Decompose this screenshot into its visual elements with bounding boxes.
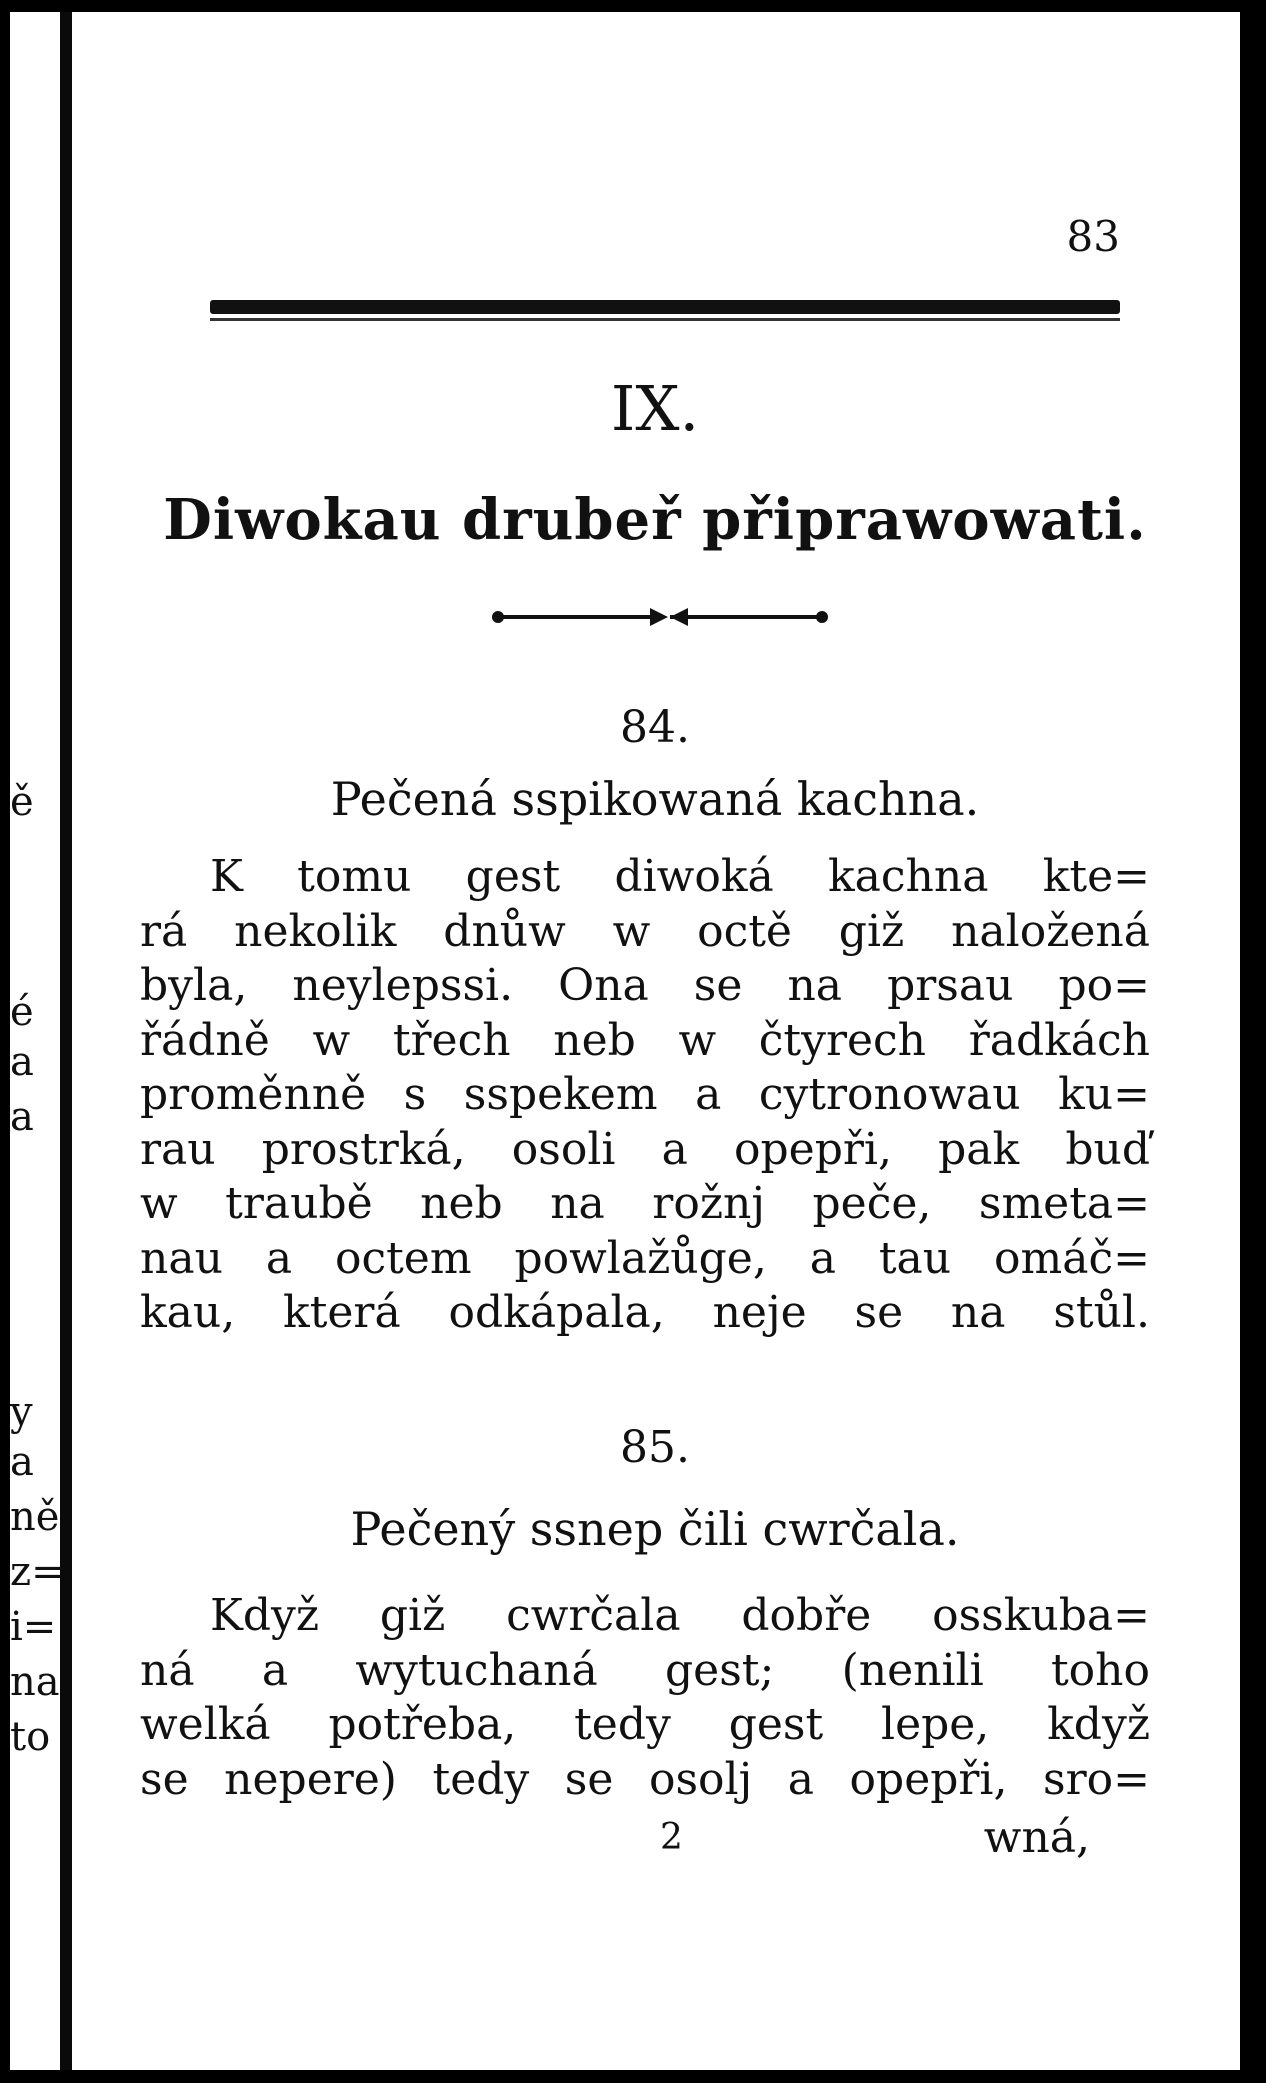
text-line: se nepere) tedy se osolj a opepři, sro= <box>140 1753 1150 1805</box>
header-rule-thin <box>210 318 1120 321</box>
prev-fragment: a <box>10 1039 34 1085</box>
text-line: w traubě neb na rožnj peče, smeta= <box>140 1178 1150 1229</box>
text-line: byla, neylepssi. Ona se na prsau po= <box>140 960 1150 1011</box>
header-rule <box>210 300 1120 314</box>
text-line: Když giž cwrčala dobře osskuba= <box>210 1590 1150 1641</box>
text-line: rá nekolik dnůw w octě giž naložená <box>140 905 1150 957</box>
text-line: nau a octem powlažůge, a tau omáč= <box>140 1232 1150 1284</box>
text-line: kau, která odkápala, neje se na stůl. <box>140 1287 1150 1338</box>
recipe-title: Pečený ssnep čili cwrčala. <box>350 1502 960 1556</box>
previous-page-edge <box>10 12 72 2070</box>
recipe-text <box>140 1589 1150 1807</box>
book-page <box>10 12 1240 2070</box>
recipe-text <box>140 850 1150 1341</box>
prev-fragment: a <box>10 1094 34 1140</box>
prev-fragment: é <box>10 989 34 1035</box>
ornament-divider <box>490 602 830 632</box>
text-line: proměnně s sspekem a cytronowau ku= <box>140 1069 1150 1120</box>
prev-fragment: ně <box>10 1494 60 1540</box>
recipe-number: 84. <box>620 702 690 753</box>
text-line: ná a wytuchaná gest; (nenili toho <box>140 1644 1150 1696</box>
chapter-title: Diwokau drubeř připrawowati. <box>163 487 1147 553</box>
text-line: welká potřeba, tedy gest lepe, když <box>140 1699 1150 1750</box>
prev-fragment: a <box>10 1439 34 1485</box>
recipe-title: Pečená sspikowaná kachna. <box>330 772 980 826</box>
prev-fragment: y <box>10 1389 33 1435</box>
page-content <box>100 12 1210 2070</box>
prev-fragment: na <box>10 1659 60 1705</box>
text-line: řádně w třech neb w čtyrech řadkách <box>140 1014 1150 1066</box>
recipe-number: 85. <box>620 1422 690 1473</box>
prev-fragment: z= <box>10 1549 65 1595</box>
page-number: 83 <box>1066 212 1120 261</box>
prev-fragment: ě <box>10 779 34 825</box>
text-line: K tomu gest diwoká kachna kte= <box>210 851 1150 902</box>
prev-fragment: i= <box>10 1604 57 1650</box>
text-line: rau prostrká, osoli a opepři, pak buď <box>140 1123 1150 1175</box>
signature-mark: 2 <box>660 1817 683 1858</box>
prev-fragment: to <box>10 1714 51 1760</box>
catchword: wná, <box>983 1812 1090 1863</box>
chapter-number: IX. <box>610 372 700 445</box>
